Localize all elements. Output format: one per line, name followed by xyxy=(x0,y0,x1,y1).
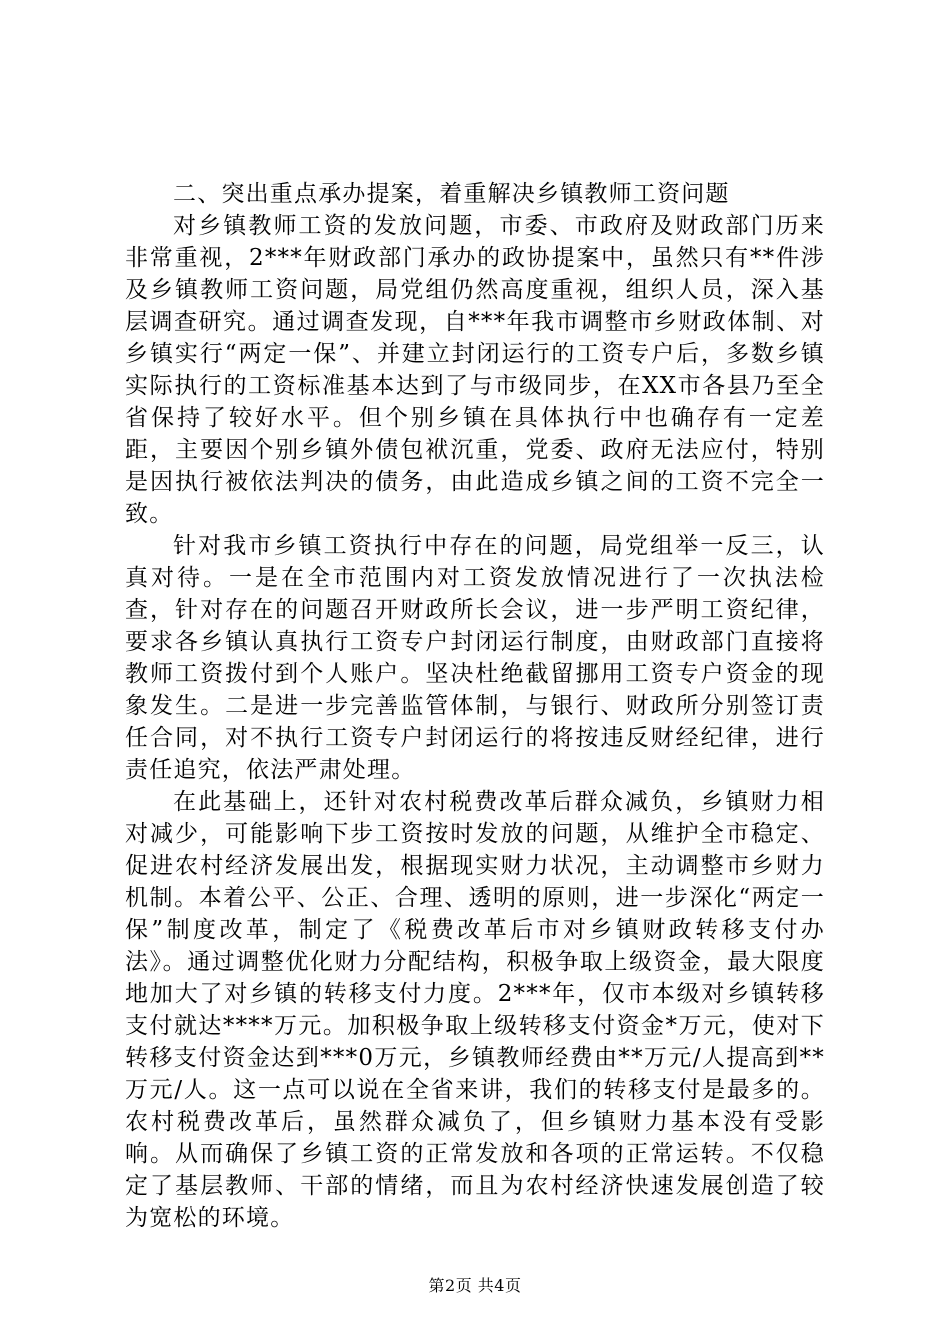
section-heading: 二、突出重点承办提案，着重解决乡镇教师工资问题 xyxy=(173,181,730,207)
paragraph-3: 在此基础上，还针对农村税费改革后群众减负，乡镇财力相对减少，可能影响下步工资按时发放的问题，从维护全市稳定、促进农村经济发展出发，根据现实财力状况，主动调整市乡财力机制。本着公平、公正、合理、透明的原则，进一步深化“两定一保”制度改革，制定了《税费改革后市对乡镇财政转移支付办法》。通过调整优化财力分配结构，积极争取上级资金，最大限度地加大了对乡镇的转移支付力度。2***年，仅市本级对乡镇转移支付就达****万元。加积极争取上级转移支付资金*万元，使对下转移支付资金达到***0万元，乡镇教师经费由**万元/人提高到**万元/人。这一点可以说在全省来讲，我们的转移支付是最多的。农村税费改革后，虽然群众减负了，但乡镇财力基本没有受影响。从而确保了乡镇工资的正常发放和各项的正常运转。不仅稳定了基层教师、干部的情绪，而且为农村经济快速发展创造了较为宽松的环境。 xyxy=(125,789,825,1231)
page-footer: 第2页 共4页 xyxy=(428,1276,522,1295)
paragraph-2: 针对我市乡镇工资执行中存在的问题，局党组举一反三，认真对待。一是在全市范围内对工资发放情况进行了一次执法检查，针对存在的问题召开财政所长会议，进一步严明工资纪律，要求各乡镇认真执行工资专户封闭运行制度，由财政部门直接将教师工资拨付到个人账户。坚决杜绝截留挪用工资专户资金的现象发生。二是进一步完善监管体制，与银行、财政所分别签订责任合同，对不执行工资专户封闭运行的将按违反财经纪律，进行责任追究，依法严肃处理。 xyxy=(125,533,825,783)
document-body xyxy=(125,178,825,1234)
paragraph-1: 对乡镇教师工资的发放问题，市委、市政府及财政部门历来非常重视，2***年财政部门承办的政协提案中，虽然只有**件涉及乡镇教师工资问题，局党组仍然高度重视，组织人员，深入基层调查研究。通过调查发现，自***年我市调整市乡财政体制、对乡镇实行“两定一保”、并建立封闭运行的工资专户后，多数乡镇实际执行的工资标准基本达到了与市级同步，在XX市各县乃至全省保持了较好水平。但个别乡镇在具体执行中也确存有一定差距，主要因个别乡镇外债包袱沉重，党委、政府无法应付，特别是因执行被依法判决的债务，由此造成乡镇之间的工资不完全一致。 xyxy=(125,213,825,527)
